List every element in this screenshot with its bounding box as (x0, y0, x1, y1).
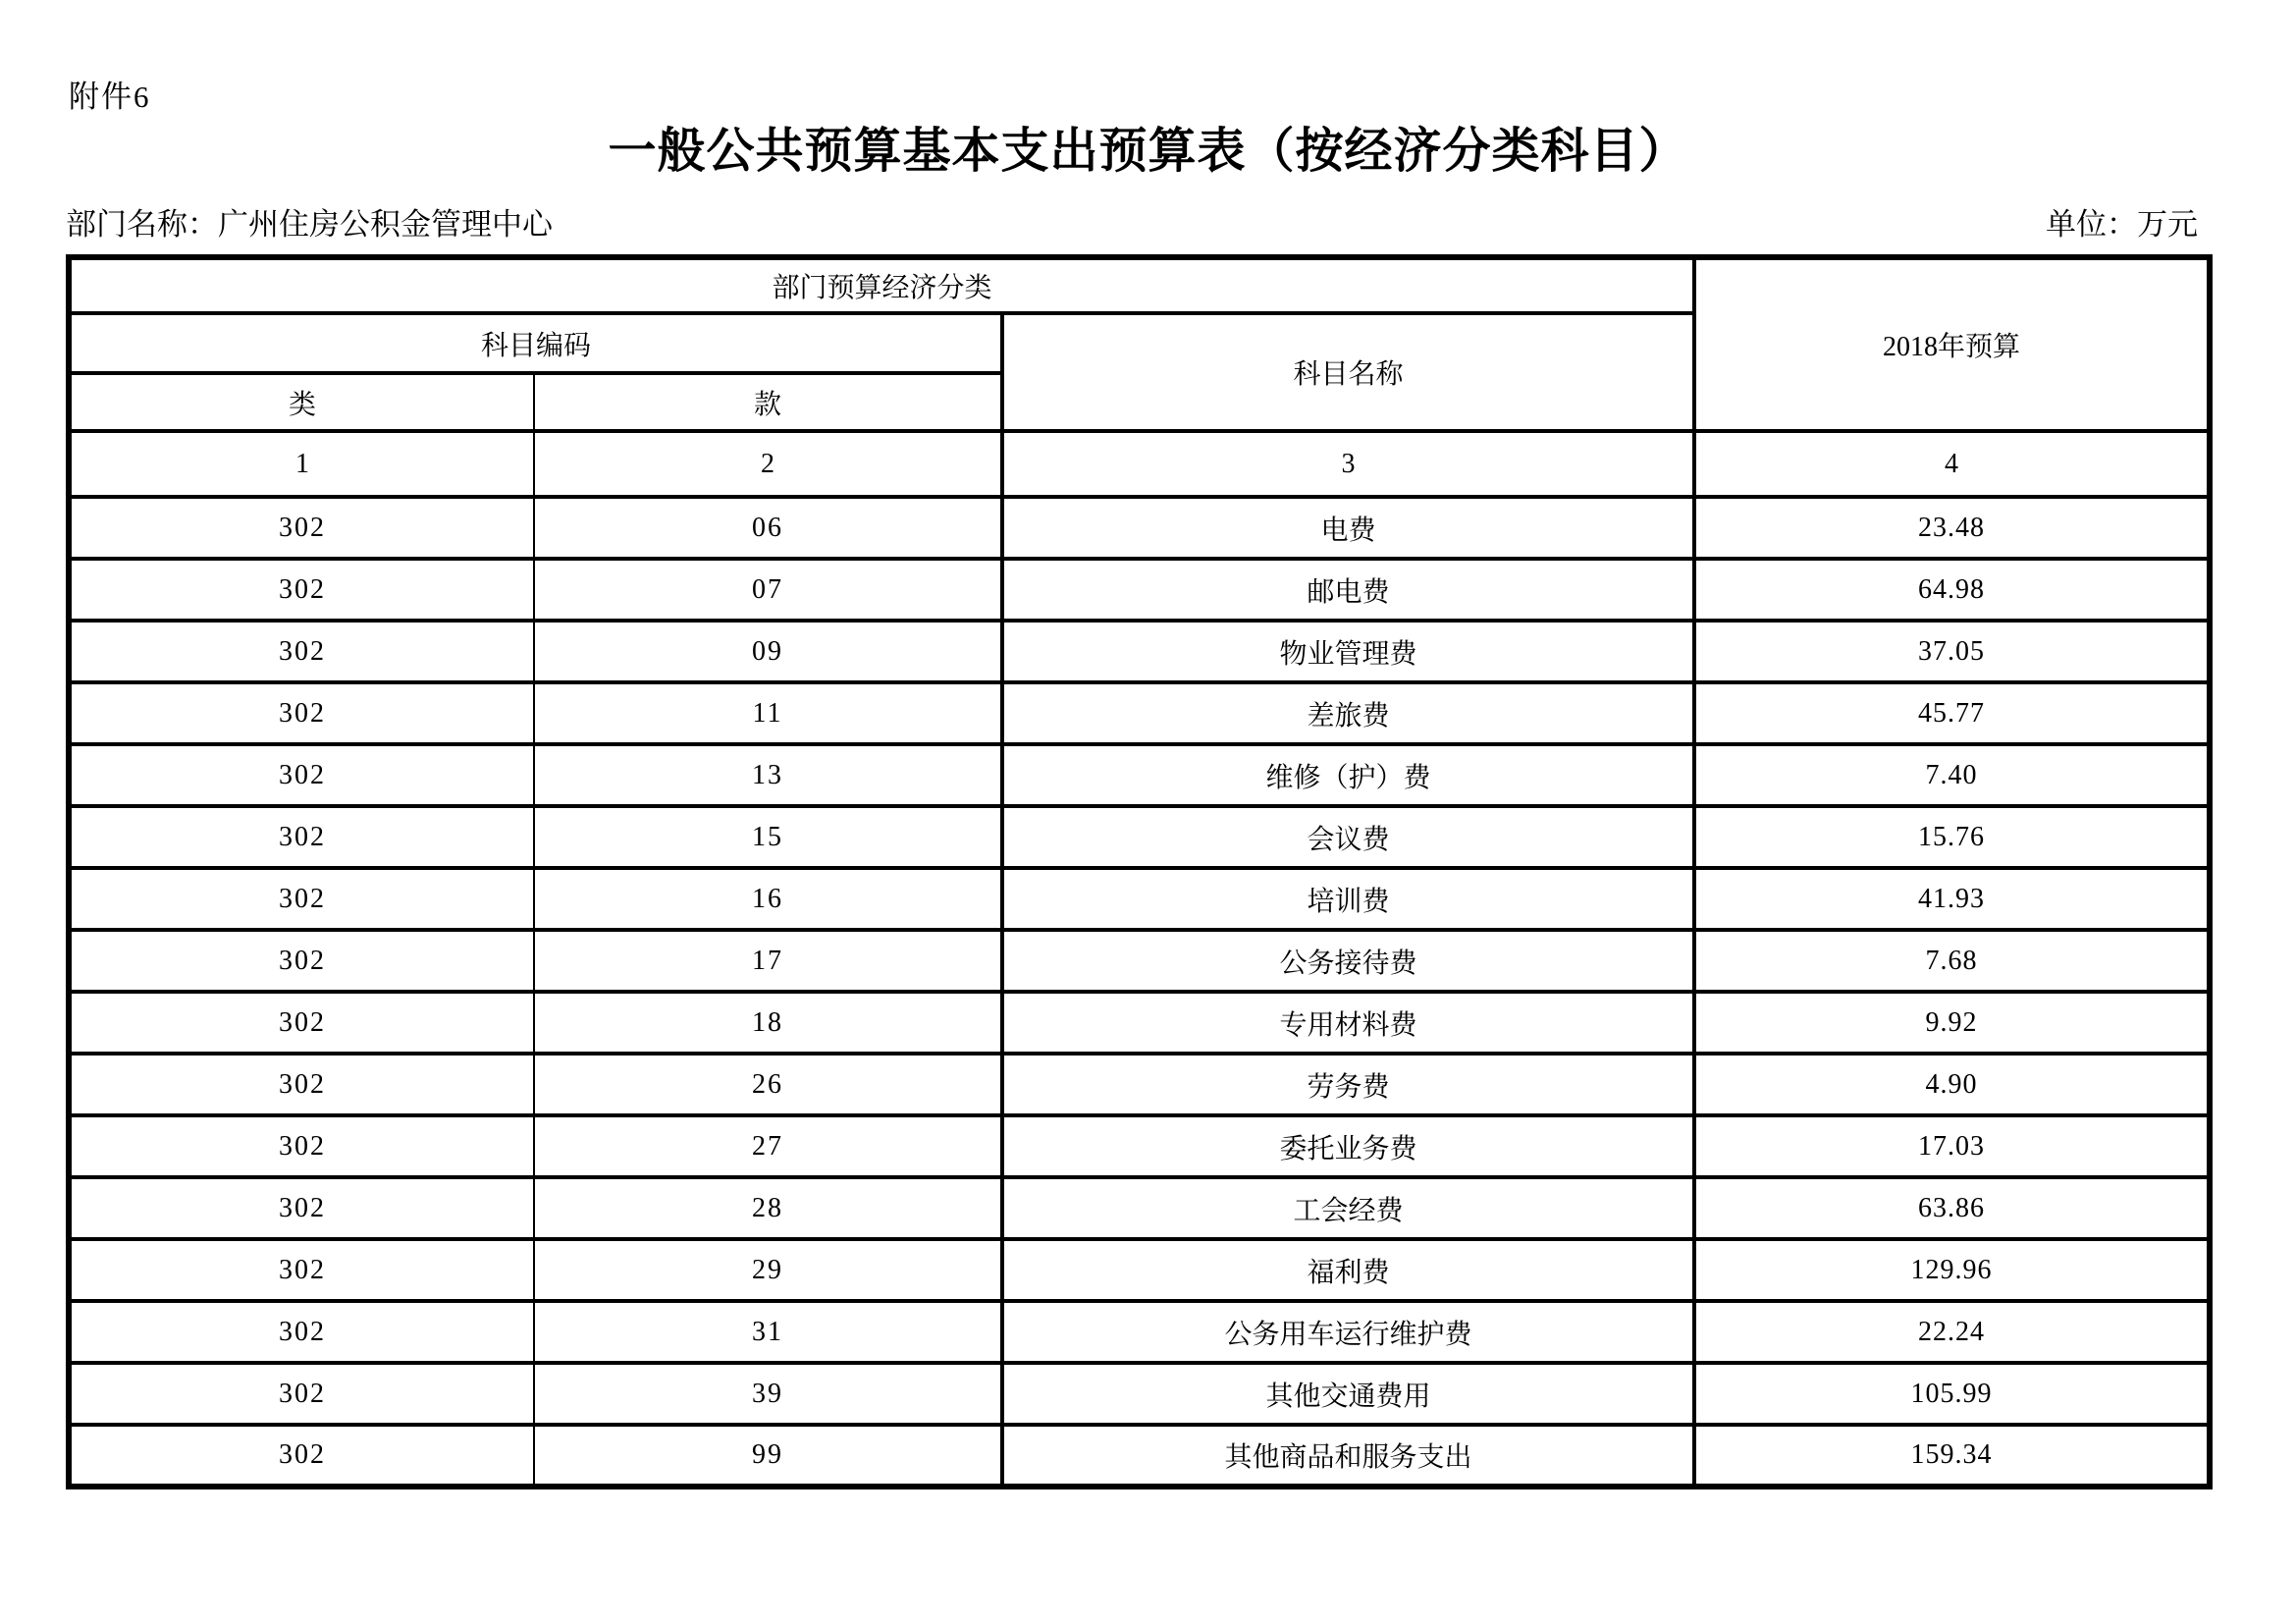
class-code-cell: 302 (69, 1239, 534, 1301)
subject-name-cell: 公务用车运行维护费 (1002, 1301, 1694, 1363)
class-code-cell: 302 (69, 1177, 534, 1239)
budget-value-cell: 7.40 (1694, 744, 2210, 806)
table-row (69, 497, 2210, 559)
table-row (69, 1425, 2210, 1487)
subject-name-cell: 劳务费 (1002, 1054, 1694, 1115)
class-code-cell: 302 (69, 1363, 534, 1425)
budget-value-cell: 9.92 (1694, 992, 2210, 1054)
subject-name-header: 科目名称 (1002, 313, 1694, 431)
item-code-cell: 17 (534, 930, 1002, 992)
meta-row (66, 206, 2198, 243)
subject-name-cell: 委托业务费 (1002, 1115, 1694, 1177)
table-row (69, 1363, 2210, 1425)
budget-value-cell: 64.98 (1694, 559, 2210, 621)
column-number-2: 2 (534, 431, 1002, 497)
subject-name-cell: 工会经费 (1002, 1177, 1694, 1239)
class-code-cell: 302 (69, 1301, 534, 1363)
class-code-cell: 302 (69, 806, 534, 868)
subject-name-cell: 专用材料费 (1002, 992, 1694, 1054)
class-column-header: 类 (69, 373, 534, 431)
budget-value-cell: 15.76 (1694, 806, 2210, 868)
class-code-cell: 302 (69, 559, 534, 621)
table-row (69, 559, 2210, 621)
table-row (69, 1239, 2210, 1301)
department-name-label: 部门名称：广州住房公积金管理中心 (66, 207, 553, 242)
subject-code-header: 科目编码 (69, 313, 1002, 373)
budget-value-cell: 45.77 (1694, 682, 2210, 744)
budget-value-cell: 129.96 (1694, 1239, 2210, 1301)
unit-label: 单位：万元 (2046, 207, 2198, 242)
item-code-cell: 16 (534, 868, 1002, 930)
item-column-header: 款 (534, 373, 1002, 431)
table-row (69, 1301, 2210, 1363)
table-row (69, 1177, 2210, 1239)
item-code-cell: 13 (534, 744, 1002, 806)
class-code-cell: 302 (69, 744, 534, 806)
item-code-cell: 07 (534, 559, 1002, 621)
budget-value-cell: 22.24 (1694, 1301, 2210, 1363)
table-row (69, 744, 2210, 806)
column-number-1: 1 (69, 431, 534, 497)
subject-name-cell: 差旅费 (1002, 682, 1694, 744)
subject-name-cell: 物业管理费 (1002, 621, 1694, 682)
item-code-cell: 26 (534, 1054, 1002, 1115)
item-code-cell: 09 (534, 621, 1002, 682)
class-code-cell: 302 (69, 682, 534, 744)
budget-value-cell: 4.90 (1694, 1054, 2210, 1115)
class-code-cell: 302 (69, 992, 534, 1054)
budget-year-header: 2018年预算 (1694, 257, 2210, 431)
budget-value-cell: 23.48 (1694, 497, 2210, 559)
table-row (69, 1054, 2210, 1115)
subject-name-cell: 维修（护）费 (1002, 744, 1694, 806)
class-code-cell: 302 (69, 1425, 534, 1487)
table-row (69, 1115, 2210, 1177)
item-code-cell: 18 (534, 992, 1002, 1054)
budget-value-cell: 159.34 (1694, 1425, 2210, 1487)
table-row (69, 868, 2210, 930)
attachment-label: 附件6 (69, 80, 151, 114)
budget-table (66, 254, 2213, 1489)
item-code-cell: 06 (534, 497, 1002, 559)
budget-value-cell: 7.68 (1694, 930, 2210, 992)
table-row (69, 621, 2210, 682)
subject-name-cell: 电费 (1002, 497, 1694, 559)
budget-value-cell: 17.03 (1694, 1115, 2210, 1177)
class-code-cell: 302 (69, 868, 534, 930)
subject-name-cell: 福利费 (1002, 1239, 1694, 1301)
header-row-column-numbers (69, 431, 2210, 497)
class-code-cell: 302 (69, 1054, 534, 1115)
subject-name-cell: 会议费 (1002, 806, 1694, 868)
column-number-4: 4 (1694, 431, 2210, 497)
item-code-cell: 99 (534, 1425, 1002, 1487)
subject-name-cell: 邮电费 (1002, 559, 1694, 621)
item-code-cell: 31 (534, 1301, 1002, 1363)
item-code-cell: 39 (534, 1363, 1002, 1425)
subject-name-cell: 其他交通费用 (1002, 1363, 1694, 1425)
subject-name-cell: 培训费 (1002, 868, 1694, 930)
header-row-economic-class (69, 257, 2210, 313)
budget-value-cell: 37.05 (1694, 621, 2210, 682)
table-row (69, 806, 2210, 868)
column-number-3: 3 (1002, 431, 1694, 497)
item-code-cell: 11 (534, 682, 1002, 744)
budget-value-cell: 105.99 (1694, 1363, 2210, 1425)
item-code-cell: 27 (534, 1115, 1002, 1177)
item-code-cell: 29 (534, 1239, 1002, 1301)
budget-value-cell: 63.86 (1694, 1177, 2210, 1239)
class-code-cell: 302 (69, 930, 534, 992)
budget-value-cell: 41.93 (1694, 868, 2210, 930)
class-code-cell: 302 (69, 1115, 534, 1177)
subject-name-cell: 其他商品和服务支出 (1002, 1425, 1694, 1487)
item-code-cell: 28 (534, 1177, 1002, 1239)
economic-class-header: 部门预算经济分类 (69, 257, 1694, 313)
table-row (69, 930, 2210, 992)
class-code-cell: 302 (69, 497, 534, 559)
item-code-cell: 15 (534, 806, 1002, 868)
class-code-cell: 302 (69, 621, 534, 682)
subject-name-cell: 公务接待费 (1002, 930, 1694, 992)
page-title: 一般公共预算基本支出预算表（按经济分类科目） (608, 125, 1688, 178)
table-row (69, 682, 2210, 744)
table-row (69, 992, 2210, 1054)
